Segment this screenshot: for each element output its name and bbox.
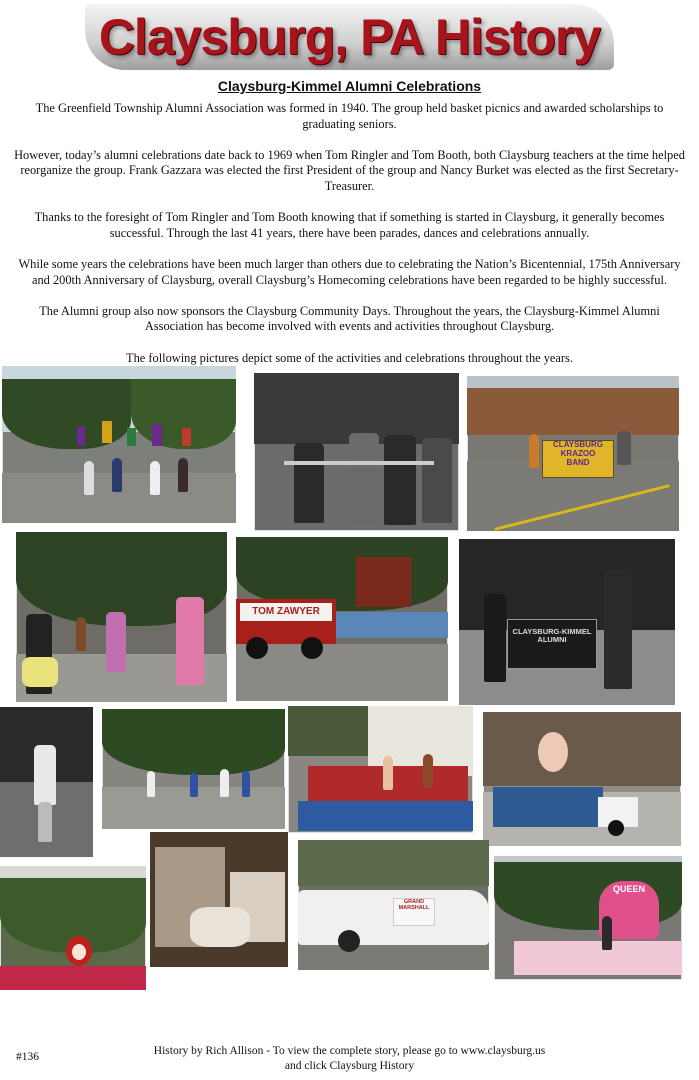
photo-tractor-float [483,712,681,846]
photo-krazoo-band [467,376,679,531]
article-body [12,101,687,382]
float-sign: TOM ZAWYER [240,603,332,621]
queen-sign: QUEEN [599,881,659,939]
photo-marching-band [102,709,285,829]
paragraph: Thanks to the foresight of Tom Ringler and Tom Booth knowing that if something is started in Claysburg, it generally becomes successful. Through the last 41 years, there have been parades, dances and celebrations annually. [34,210,665,240]
page-title: Claysburg, PA History [85,4,614,70]
photo-majorette [0,707,93,857]
footer-credit [0,1044,699,1074]
photo-parade-flags [2,366,236,523]
credit-line: History by Rich Allison - To view the complete story, please go to www.claysburg.us [153,1045,546,1057]
page-number: #136 [16,1051,39,1063]
photo-trumpeters [254,373,459,531]
photo-storefront-display [150,832,288,967]
photo-bicentennial-float [288,706,473,833]
photo-tom-zawyer-float [236,537,448,701]
alumni-banner-sign: CLAYSBURG-KIMMEL ALUMNI [507,619,597,669]
paragraph: However, today’s alumni celebrations date back to 1969 when Tom Ringler and Tom Booth, both Claysburg teachers at the time helped reorganize the group. Frank Gazzara was elected the first President of the group and Nancy Burket was elected as the first Secretary-Treasurer. [14,147,685,193]
paragraph: The following pictures depict some of the activities and celebrations throughout the years. [126,350,573,365]
photo-queen-float [494,856,682,980]
paragraph: The Greenfield Township Alumni Association was formed in 1940. The group held basket picnics and awarded scholarships to graduating seniors. [35,101,664,131]
photo-costumed-marchers [16,532,227,702]
band-sign: CLAYSBURG KRAZOO BAND [542,440,614,478]
article-subtitle: Claysburg-Kimmel Alumni Celebrations [217,78,482,94]
photo-alumni-banner [459,539,675,705]
paragraph: The Alumni group also now sponsors the Claysburg Community Days. Throughout the years, the Claysburg-Kimmel Alumni Association has become involved with events and activities throughout Claysburg. [39,303,660,334]
marshall-sign: GRAND MARSHALL [393,898,435,926]
photo-grand-marshall-car [298,840,489,970]
photo-mickey-float [0,866,146,990]
title-banner [0,4,699,74]
paragraph: While some years the celebrations have been much larger than others due to celebrating the Nation’s Bicentennial, 175th Anniversary and 200th Anniversary of Claysburg, overall Claysburg’s Homecoming celebrations have been regarded to be highly successful. [18,256,681,287]
credit-line: and click Claysburg History [284,1060,415,1072]
